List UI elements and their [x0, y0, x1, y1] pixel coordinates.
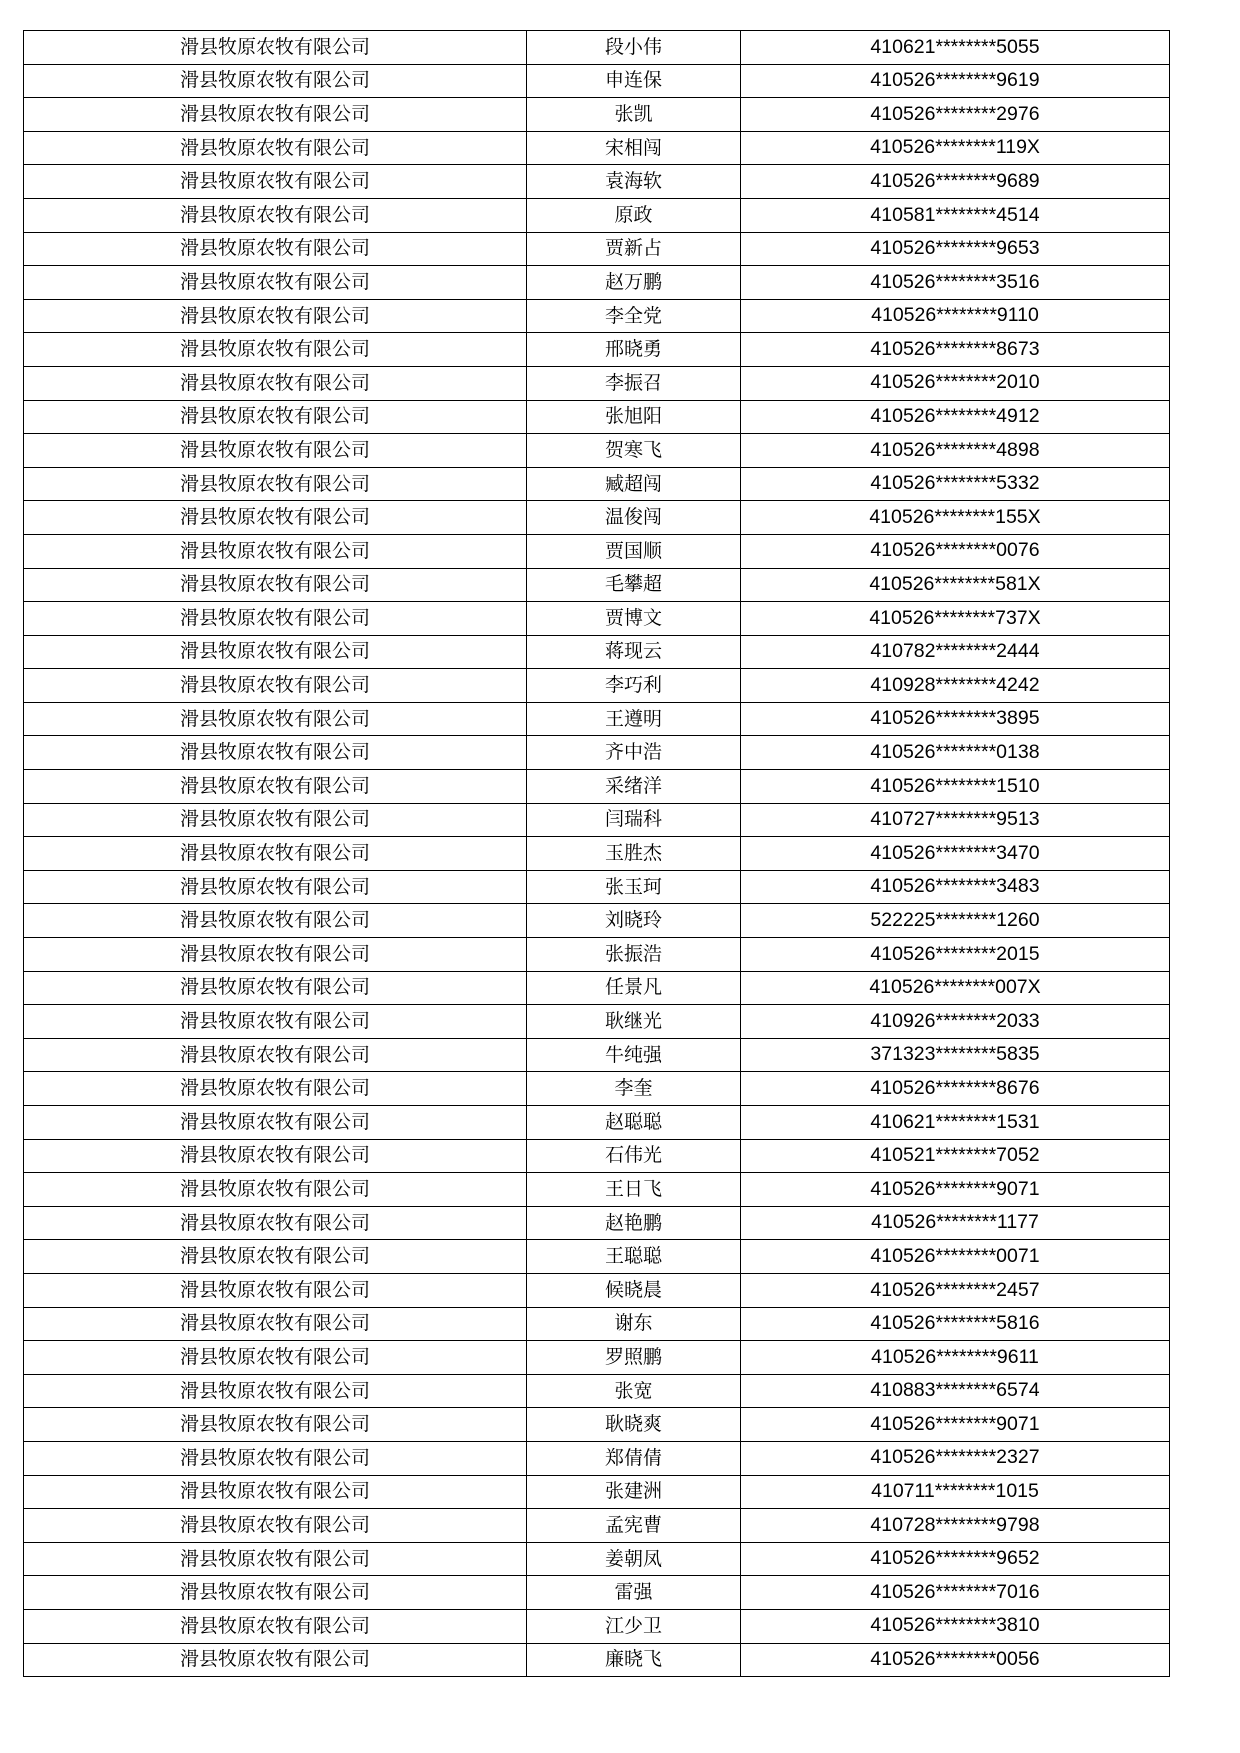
name-cell: 邢晓勇: [527, 333, 741, 367]
name-cell: 候晓晨: [527, 1273, 741, 1307]
id-number-cell: 410526********9689: [741, 165, 1170, 199]
company-cell: 滑县牧原农牧有限公司: [24, 602, 527, 636]
id-number-cell: 410526********9653: [741, 232, 1170, 266]
company-cell: 滑县牧原农牧有限公司: [24, 198, 527, 232]
id-number-cell: 410526********2015: [741, 938, 1170, 972]
name-cell: 臧超闯: [527, 467, 741, 501]
company-cell: 滑县牧原农牧有限公司: [24, 333, 527, 367]
id-number-cell: 410526********7016: [741, 1576, 1170, 1610]
company-cell: 滑县牧原农牧有限公司: [24, 1509, 527, 1543]
table-row: [24, 1441, 1170, 1475]
table-row: [24, 1005, 1170, 1039]
company-cell: 滑县牧原农牧有限公司: [24, 400, 527, 434]
id-number-cell: 410526********0071: [741, 1240, 1170, 1274]
id-number-cell: 410526********1177: [741, 1206, 1170, 1240]
id-number-cell: 410526********2327: [741, 1441, 1170, 1475]
employee-table: [23, 30, 1170, 1677]
table-row: [24, 1139, 1170, 1173]
name-cell: 张玉珂: [527, 870, 741, 904]
name-cell: 原政: [527, 198, 741, 232]
id-number-cell: 410526********1510: [741, 770, 1170, 804]
company-cell: 滑县牧原农牧有限公司: [24, 1475, 527, 1509]
name-cell: 耿晓爽: [527, 1408, 741, 1442]
name-cell: 赵艳鹏: [527, 1206, 741, 1240]
company-cell: 滑县牧原农牧有限公司: [24, 904, 527, 938]
id-number-cell: 410526********581X: [741, 568, 1170, 602]
table-row: [24, 1038, 1170, 1072]
name-cell: 闫瑞科: [527, 803, 741, 837]
name-cell: 郑倩倩: [527, 1441, 741, 1475]
name-cell: 袁海软: [527, 165, 741, 199]
id-number-cell: 522225********1260: [741, 904, 1170, 938]
table-row: [24, 1643, 1170, 1677]
id-number-cell: 410526********4898: [741, 434, 1170, 468]
name-cell: 谢东: [527, 1307, 741, 1341]
company-cell: 滑县牧原农牧有限公司: [24, 64, 527, 98]
company-cell: 滑县牧原农牧有限公司: [24, 803, 527, 837]
company-cell: 滑县牧原农牧有限公司: [24, 1341, 527, 1375]
id-number-cell: 410526********0056: [741, 1643, 1170, 1677]
company-cell: 滑县牧原农牧有限公司: [24, 501, 527, 535]
table-row: [24, 501, 1170, 535]
name-cell: 贾新占: [527, 232, 741, 266]
company-cell: 滑县牧原农牧有限公司: [24, 870, 527, 904]
name-cell: 玉胜杰: [527, 837, 741, 871]
company-cell: 滑县牧原农牧有限公司: [24, 366, 527, 400]
company-cell: 滑县牧原农牧有限公司: [24, 98, 527, 132]
name-cell: 李奎: [527, 1072, 741, 1106]
table-row: [24, 669, 1170, 703]
table-row: [24, 702, 1170, 736]
table-row: [24, 266, 1170, 300]
table-row: [24, 299, 1170, 333]
table-row: [24, 1408, 1170, 1442]
table-row: [24, 366, 1170, 400]
table-row: [24, 1609, 1170, 1643]
id-number-cell: 410883********6574: [741, 1374, 1170, 1408]
table-row: [24, 31, 1170, 65]
table-row: [24, 870, 1170, 904]
company-cell: 滑县牧原农牧有限公司: [24, 1206, 527, 1240]
company-cell: 滑县牧原农牧有限公司: [24, 1576, 527, 1610]
table-row: [24, 568, 1170, 602]
id-number-cell: 410728********9798: [741, 1509, 1170, 1543]
table-body: [24, 31, 1170, 1677]
name-cell: 温俊闯: [527, 501, 741, 535]
company-cell: 滑县牧原农牧有限公司: [24, 702, 527, 736]
company-cell: 滑县牧原农牧有限公司: [24, 299, 527, 333]
table-row: [24, 1307, 1170, 1341]
id-number-cell: 410526********0138: [741, 736, 1170, 770]
table-row: [24, 165, 1170, 199]
table-row: [24, 736, 1170, 770]
id-number-cell: 410926********2033: [741, 1005, 1170, 1039]
company-cell: 滑县牧原农牧有限公司: [24, 635, 527, 669]
id-number-cell: 410526********3810: [741, 1609, 1170, 1643]
id-number-cell: 410526********9619: [741, 64, 1170, 98]
table-row: [24, 434, 1170, 468]
company-cell: 滑县牧原农牧有限公司: [24, 568, 527, 602]
name-cell: 石伟光: [527, 1139, 741, 1173]
name-cell: 王聪聪: [527, 1240, 741, 1274]
table-row: [24, 770, 1170, 804]
name-cell: 段小伟: [527, 31, 741, 65]
id-number-cell: 410526********3470: [741, 837, 1170, 871]
name-cell: 齐中浩: [527, 736, 741, 770]
name-cell: 姜朝凤: [527, 1542, 741, 1576]
name-cell: 王遵明: [527, 702, 741, 736]
id-number-cell: 410526********737X: [741, 602, 1170, 636]
id-number-cell: 410526********2010: [741, 366, 1170, 400]
name-cell: 李振召: [527, 366, 741, 400]
company-cell: 滑县牧原农牧有限公司: [24, 1441, 527, 1475]
table-row: [24, 1273, 1170, 1307]
name-cell: 李全党: [527, 299, 741, 333]
id-number-cell: 410928********4242: [741, 669, 1170, 703]
company-cell: 滑县牧原农牧有限公司: [24, 266, 527, 300]
id-number-cell: 410526********9611: [741, 1341, 1170, 1375]
company-cell: 滑县牧原农牧有限公司: [24, 1307, 527, 1341]
company-cell: 滑县牧原农牧有限公司: [24, 232, 527, 266]
name-cell: 张凯: [527, 98, 741, 132]
name-cell: 张旭阳: [527, 400, 741, 434]
company-cell: 滑县牧原农牧有限公司: [24, 131, 527, 165]
name-cell: 申连保: [527, 64, 741, 98]
id-number-cell: 410526********3483: [741, 870, 1170, 904]
table-row: [24, 131, 1170, 165]
id-number-cell: 410526********3516: [741, 266, 1170, 300]
company-cell: 滑县牧原农牧有限公司: [24, 1072, 527, 1106]
company-cell: 滑县牧原农牧有限公司: [24, 971, 527, 1005]
company-cell: 滑县牧原农牧有限公司: [24, 1643, 527, 1677]
company-cell: 滑县牧原农牧有限公司: [24, 1139, 527, 1173]
id-number-cell: 410581********4514: [741, 198, 1170, 232]
company-cell: 滑县牧原农牧有限公司: [24, 1273, 527, 1307]
company-cell: 滑县牧原农牧有限公司: [24, 1374, 527, 1408]
company-cell: 滑县牧原农牧有限公司: [24, 165, 527, 199]
table-row: [24, 1542, 1170, 1576]
table-row: [24, 1374, 1170, 1408]
id-number-cell: 410621********5055: [741, 31, 1170, 65]
table-row: [24, 1509, 1170, 1543]
name-cell: 牛纯强: [527, 1038, 741, 1072]
name-cell: 任景凡: [527, 971, 741, 1005]
company-cell: 滑县牧原农牧有限公司: [24, 837, 527, 871]
company-cell: 滑县牧原农牧有限公司: [24, 669, 527, 703]
id-number-cell: 410782********2444: [741, 635, 1170, 669]
name-cell: 张振浩: [527, 938, 741, 972]
id-number-cell: 410526********8673: [741, 333, 1170, 367]
table-row: [24, 602, 1170, 636]
name-cell: 宋相闯: [527, 131, 741, 165]
id-number-cell: 410526********9110: [741, 299, 1170, 333]
company-cell: 滑县牧原农牧有限公司: [24, 1005, 527, 1039]
name-cell: 贾博文: [527, 602, 741, 636]
id-number-cell: 410526********2976: [741, 98, 1170, 132]
table-row: [24, 803, 1170, 837]
name-cell: 张建洲: [527, 1475, 741, 1509]
company-cell: 滑县牧原农牧有限公司: [24, 1609, 527, 1643]
company-cell: 滑县牧原农牧有限公司: [24, 31, 527, 65]
name-cell: 蒋现云: [527, 635, 741, 669]
company-cell: 滑县牧原农牧有限公司: [24, 434, 527, 468]
id-number-cell: 410526********5332: [741, 467, 1170, 501]
table-row: [24, 904, 1170, 938]
name-cell: 孟宪曹: [527, 1509, 741, 1543]
table-row: [24, 64, 1170, 98]
company-cell: 滑县牧原农牧有限公司: [24, 1038, 527, 1072]
table-row: [24, 837, 1170, 871]
table-row: [24, 198, 1170, 232]
name-cell: 赵聪聪: [527, 1106, 741, 1140]
id-number-cell: 410526********0076: [741, 534, 1170, 568]
name-cell: 李巧利: [527, 669, 741, 703]
table-row: [24, 1576, 1170, 1610]
company-cell: 滑县牧原农牧有限公司: [24, 770, 527, 804]
name-cell: 贾国顺: [527, 534, 741, 568]
table-row: [24, 1341, 1170, 1375]
name-cell: 王日飞: [527, 1173, 741, 1207]
table-row: [24, 333, 1170, 367]
name-cell: 雷强: [527, 1576, 741, 1610]
company-cell: 滑县牧原农牧有限公司: [24, 1408, 527, 1442]
id-number-cell: 410711********1015: [741, 1475, 1170, 1509]
id-number-cell: 410526********119X: [741, 131, 1170, 165]
table-row: [24, 1240, 1170, 1274]
name-cell: 刘晓玲: [527, 904, 741, 938]
table-row: [24, 938, 1170, 972]
id-number-cell: 410727********9513: [741, 803, 1170, 837]
name-cell: 毛攀超: [527, 568, 741, 602]
id-number-cell: 410526********2457: [741, 1273, 1170, 1307]
table-row: [24, 1106, 1170, 1140]
id-number-cell: 410526********5816: [741, 1307, 1170, 1341]
company-cell: 滑县牧原农牧有限公司: [24, 1240, 527, 1274]
id-number-cell: 410526********4912: [741, 400, 1170, 434]
name-cell: 张宽: [527, 1374, 741, 1408]
name-cell: 采绪洋: [527, 770, 741, 804]
table-row: [24, 971, 1170, 1005]
id-number-cell: 410621********1531: [741, 1106, 1170, 1140]
name-cell: 罗照鹏: [527, 1341, 741, 1375]
id-number-cell: 410526********8676: [741, 1072, 1170, 1106]
company-cell: 滑县牧原农牧有限公司: [24, 736, 527, 770]
table-row: [24, 232, 1170, 266]
company-cell: 滑县牧原农牧有限公司: [24, 467, 527, 501]
company-cell: 滑县牧原农牧有限公司: [24, 1173, 527, 1207]
id-number-cell: 410526********9652: [741, 1542, 1170, 1576]
id-number-cell: 410526********9071: [741, 1408, 1170, 1442]
name-cell: 耿继光: [527, 1005, 741, 1039]
table-row: [24, 1173, 1170, 1207]
id-number-cell: 410526********3895: [741, 702, 1170, 736]
id-number-cell: 371323********5835: [741, 1038, 1170, 1072]
company-cell: 滑县牧原农牧有限公司: [24, 1542, 527, 1576]
table-row: [24, 1475, 1170, 1509]
name-cell: 赵万鹏: [527, 266, 741, 300]
table-row: [24, 1072, 1170, 1106]
id-number-cell: 410526********007X: [741, 971, 1170, 1005]
id-number-cell: 410521********7052: [741, 1139, 1170, 1173]
id-number-cell: 410526********155X: [741, 501, 1170, 535]
table-row: [24, 98, 1170, 132]
table-row: [24, 534, 1170, 568]
table-row: [24, 467, 1170, 501]
company-cell: 滑县牧原农牧有限公司: [24, 534, 527, 568]
name-cell: 廉晓飞: [527, 1643, 741, 1677]
company-cell: 滑县牧原农牧有限公司: [24, 1106, 527, 1140]
name-cell: 江少卫: [527, 1609, 741, 1643]
name-cell: 贺寒飞: [527, 434, 741, 468]
table-row: [24, 400, 1170, 434]
id-number-cell: 410526********9071: [741, 1173, 1170, 1207]
table-row: [24, 1206, 1170, 1240]
table-row: [24, 635, 1170, 669]
company-cell: 滑县牧原农牧有限公司: [24, 938, 527, 972]
